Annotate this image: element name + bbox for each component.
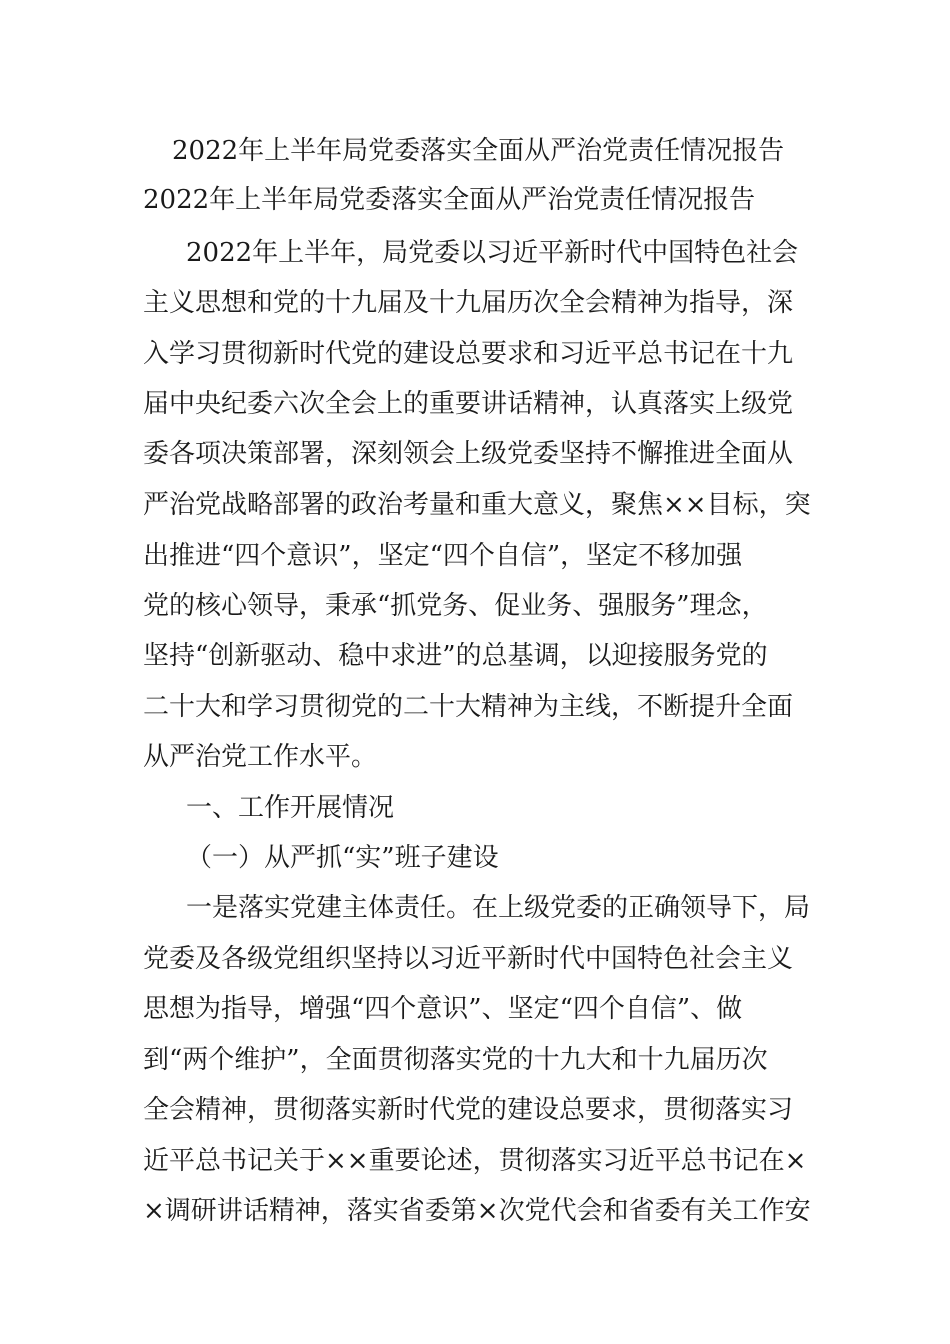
paragraph-line: 近平总书记关于××重要论述，贯彻落实习近平总书记在× [143, 1146, 807, 1176]
paragraph-line: 一是落实党建主体责任。在上级党委的正确领导下，局 [186, 893, 811, 923]
paragraph-line: 坚持“创新驱动、稳中求进”的总基调，以迎接服务党的 [143, 641, 768, 671]
document-title-repeat: 2022年上半年局党委落实全面从严治党责任情况报告 [143, 185, 756, 215]
paragraph-line: 党的核心领导，秉承“抓党务、促业务、强服务”理念， [143, 591, 768, 621]
subsection-heading: （一）从严抓“实”班子建设 [186, 843, 499, 873]
paragraph-line: 2022年上半年，局党委以习近平新时代中国特色社会 [186, 238, 799, 268]
paragraph-line: 党委及各级党组织坚持以习近平新时代中国特色社会主义 [143, 944, 794, 974]
paragraph-line: 从严治党工作水平。 [143, 742, 378, 772]
paragraph-line: 出推进“四个意识”，坚定“四个自信”，坚定不移加强 [143, 541, 743, 571]
paragraph-line: 入学习贯彻新时代党的建设总要求和习近平总书记在十九 [143, 339, 794, 369]
paragraph-line: 委各项决策部署，深刻领会上级党委坚持不懈推进全面从 [143, 439, 794, 469]
paragraph-line: 全会精神，贯彻落实新时代党的建设总要求，贯彻落实习 [143, 1095, 794, 1125]
paragraph-line: 二十大和学习贯彻党的二十大精神为主线，不断提升全面 [143, 692, 794, 722]
paragraph-line: 严治党战略部署的政治考量和重大意义，聚焦××目标，突 [143, 490, 811, 520]
paragraph-line: 主义思想和党的十九届及十九届历次全会精神为指导，深 [143, 288, 794, 318]
paragraph-line: ×调研讲话精神，落实省委第×次党代会和省委有关工作安 [143, 1196, 811, 1226]
section-heading: 一、工作开展情况 [186, 793, 395, 823]
paragraph-line: 思想为指导，增强“四个意识”、坚定“四个自信”、做 [143, 994, 743, 1024]
document-title: 2022年上半年局党委落实全面从严治党责任情况报告 [172, 136, 785, 166]
paragraph-line: 届中央纪委六次全会上的重要讲话精神，认真落实上级党 [143, 389, 794, 419]
paragraph-line: 到“两个维护”，全面贯彻落实党的十九大和十九届历次 [143, 1045, 768, 1075]
